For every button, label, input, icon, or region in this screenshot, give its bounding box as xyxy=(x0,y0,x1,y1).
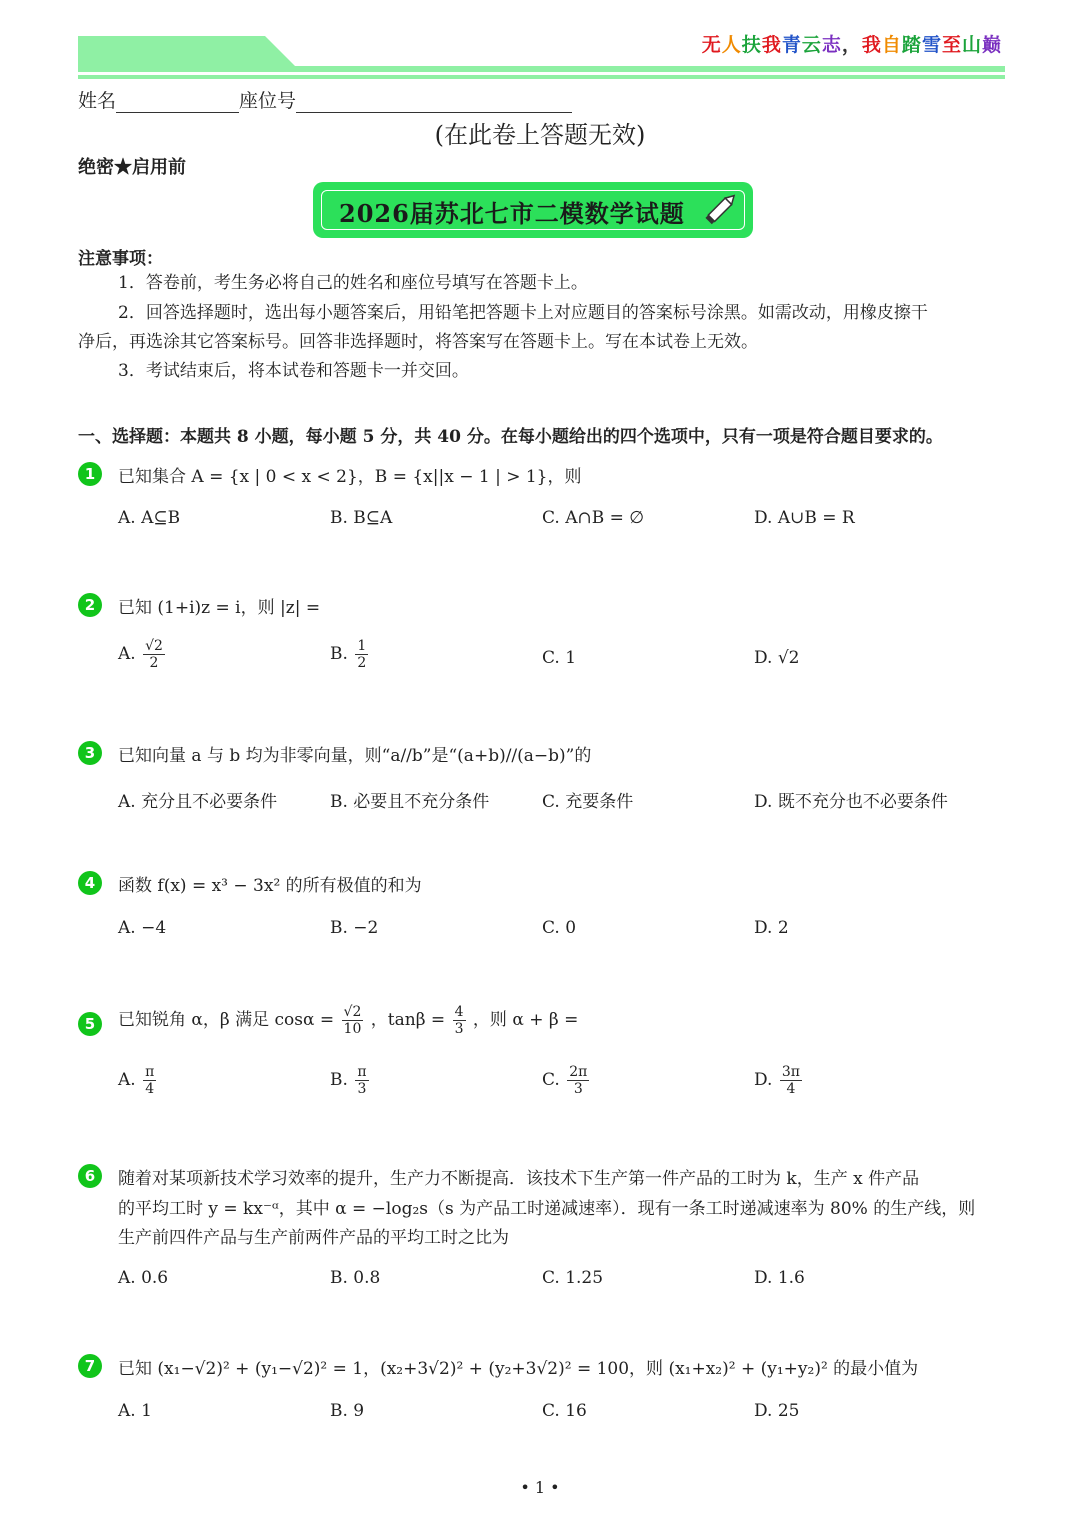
option-c: C. 1 xyxy=(542,648,577,668)
name-label: 姓名 xyxy=(78,90,117,112)
denominator: 3 xyxy=(573,1081,583,1097)
option-a: A. 充分且不必要条件 xyxy=(118,792,278,812)
denominator: 2 xyxy=(357,655,367,671)
option-label: A. xyxy=(118,1070,136,1090)
denominator: 2 xyxy=(149,655,159,671)
numerator: 1 xyxy=(357,638,367,654)
numerator: π xyxy=(145,1064,155,1080)
seat-field[interactable] xyxy=(296,94,572,113)
question-stem-line-1: 随着对某项新技术学习效率的提升，生产力不断提高．该技术下生产第一件产品的工时为 k，生产 x 件产品 xyxy=(118,1169,920,1189)
fraction xyxy=(143,638,165,671)
question-stem: 已知向量 a 与 b 均为非零向量，则“a//b”是“(a+b)//(a−b)”的 xyxy=(118,746,592,766)
option-label: D. xyxy=(754,1070,773,1090)
question-stem-line-3: 生产前四件产品与生产前两件产品的平均工时之比为 xyxy=(118,1228,509,1248)
question-number: 7 xyxy=(78,1354,102,1378)
exam-title-box xyxy=(313,182,753,238)
fraction xyxy=(143,1064,156,1097)
option-a: A. 1 xyxy=(118,1401,152,1421)
option-a: A. 0.6 xyxy=(118,1268,169,1288)
motto-char: 人 xyxy=(721,34,742,56)
page-number: • 1 • xyxy=(520,1478,560,1497)
invalid-note: (在此卷上答题无效) xyxy=(434,121,646,149)
option-a xyxy=(118,638,167,671)
option-d: D. 25 xyxy=(754,1401,800,1421)
notes-heading: 注意事项： xyxy=(78,249,163,269)
question-stem-line-2: 的平均工时 y = kx⁻ᵅ，其中 α = −log₂s（s 为产品工时递减速率）．现有一条工时递减速率为 80% 的生产线，则 xyxy=(118,1199,976,1219)
motto-char: 自 xyxy=(881,34,902,56)
option-a xyxy=(118,1064,158,1097)
denominator: 3 xyxy=(454,1021,464,1037)
option-a: A. −4 xyxy=(118,918,167,938)
numerator: √2 xyxy=(343,1004,362,1020)
question-number: 4 xyxy=(78,871,102,895)
option-b: B. B⊆A xyxy=(330,508,393,528)
stem-part: 已知锐角 α，β 满足 cosα = xyxy=(118,1010,335,1030)
stem-part: ，则 α + β = xyxy=(472,1010,579,1030)
option-d xyxy=(754,1064,804,1097)
option-b: B. 必要且不充分条件 xyxy=(330,792,490,812)
denominator: 4 xyxy=(145,1081,155,1097)
notes-item-1: 1．答卷前，考生务必将自己的姓名和座位号填写在答题卡上。 xyxy=(118,273,588,293)
motto-char: 云 xyxy=(801,34,822,56)
option-c: C. 1.25 xyxy=(542,1268,604,1288)
secret-label: 绝密★启用前 xyxy=(78,157,186,178)
question-number: 6 xyxy=(78,1164,102,1188)
fraction xyxy=(355,638,368,671)
section-heading: 一、选择题：本题共 8 小题，每小题 5 分，共 40 分。在每小题给出的四个选项中，只有一项是符合题目要求的。 xyxy=(78,427,943,447)
motto-char: 无 xyxy=(701,34,722,56)
seat-label: 座位号 xyxy=(239,90,297,112)
option-b xyxy=(330,638,370,671)
question-number: 5 xyxy=(78,1012,102,1036)
option-d: D. A∪B = R xyxy=(754,508,855,528)
motto-char: 巅 xyxy=(981,34,1002,56)
motto-char: 志 xyxy=(821,34,842,56)
motto-char: 至 xyxy=(941,34,962,56)
option-d: D. 2 xyxy=(754,918,789,938)
numerator: π xyxy=(357,1064,367,1080)
question-stem: 已知集合 A = {x | 0 < x < 2}，B = {x||x − 1 | > 1}，则 xyxy=(118,467,582,487)
option-d: D. √2 xyxy=(754,648,800,668)
motto-char: 我 xyxy=(861,34,882,56)
question-stem: 函数 f(x) = x³ − 3x² 的所有极值的和为 xyxy=(118,876,422,896)
notes-item-2: 2．回答选择题时，选出每小题答案后，用铅笔把答题卡上对应题目的答案标号涂黑。如需改动，用橡皮擦干 xyxy=(118,303,928,323)
numerator: 3π xyxy=(781,1064,800,1080)
option-label: C. xyxy=(542,1070,560,1090)
option-c: C. 0 xyxy=(542,918,577,938)
pencil-icon xyxy=(701,188,741,228)
option-label: A. xyxy=(118,644,136,664)
notes-item-3: 3．考试结束后，将本试卷和答题卡一并交回。 xyxy=(118,361,469,381)
fraction xyxy=(780,1064,802,1097)
question-number: 1 xyxy=(78,462,102,486)
option-d: D. 既不充分也不必要条件 xyxy=(754,792,948,812)
motto-slogan xyxy=(702,30,1002,57)
numerator: 4 xyxy=(454,1004,464,1020)
motto-char: 踏 xyxy=(901,34,922,56)
numerator: √2 xyxy=(145,638,163,654)
option-c: C. A∩B = ∅ xyxy=(542,508,645,528)
option-d: D. 1.6 xyxy=(754,1268,805,1288)
motto-char: 雪 xyxy=(921,34,942,56)
motto-char: 扶 xyxy=(741,34,762,56)
fraction xyxy=(453,1004,466,1037)
question-stem: 已知 (x₁−√2)² + (y₁−√2)² = 1，(x₂+3√2)² + (y₂+3√2)² = 100，则 (x₁+x₂)² + (y₁+y₂)² 的最小值为 xyxy=(118,1359,919,1379)
motto-char: 青 xyxy=(781,34,802,56)
question-number: 2 xyxy=(78,593,102,617)
question-stem: 已知 (1+i)z = i，则 |z| = xyxy=(118,598,321,618)
fraction xyxy=(355,1064,368,1097)
option-b: B. −2 xyxy=(330,918,379,938)
numerator: 2π xyxy=(569,1064,588,1080)
motto-char: 我 xyxy=(761,34,782,56)
fraction xyxy=(342,1004,364,1037)
option-b: B. 9 xyxy=(330,1401,365,1421)
option-c xyxy=(542,1064,591,1097)
option-a: A. A⊆B xyxy=(118,508,181,528)
denominator: 4 xyxy=(786,1081,796,1097)
question-number: 3 xyxy=(78,741,102,765)
option-label: B. xyxy=(330,644,348,664)
option-c: C. 充要条件 xyxy=(542,792,634,812)
option-label: B. xyxy=(330,1070,348,1090)
question-stem xyxy=(118,1004,578,1037)
notes-item-2-cont: 净后，再选涂其它答案标号。回答非选择题时，将答案写在答题卡上。写在本试卷上无效。 xyxy=(78,332,758,352)
option-b xyxy=(330,1064,371,1097)
denominator: 3 xyxy=(357,1081,367,1097)
fraction xyxy=(567,1064,589,1097)
exam-title: 2026届苏北七市二模数学试题 xyxy=(339,199,685,228)
motto-char: 山 xyxy=(961,34,982,56)
motto-char: ， xyxy=(841,34,862,56)
name-field[interactable] xyxy=(116,94,239,113)
option-c: C. 16 xyxy=(542,1401,587,1421)
stem-part: ，tanβ = xyxy=(370,1010,446,1030)
student-info-line xyxy=(78,86,572,113)
denominator: 10 xyxy=(343,1021,362,1037)
option-b: B. 0.8 xyxy=(330,1268,381,1288)
